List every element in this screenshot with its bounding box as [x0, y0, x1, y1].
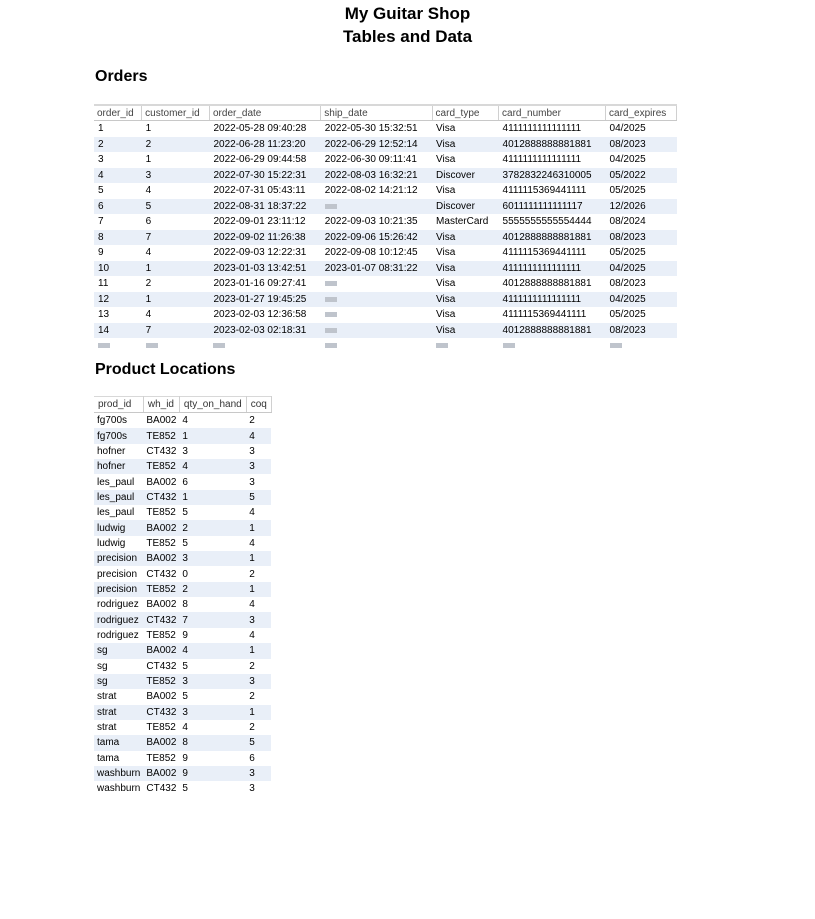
- table-cell: BA002: [146, 476, 177, 488]
- table-cell: ludwig: [97, 537, 126, 549]
- table-row: [94, 689, 271, 704]
- null-cell: [321, 199, 432, 215]
- null-marker: [98, 343, 110, 348]
- table-row: [94, 137, 677, 153]
- table-cell: les_paul: [97, 507, 135, 519]
- column-header-ship-date: ship_date: [321, 105, 432, 121]
- product-locations-header-row: [94, 397, 271, 413]
- table-cell: 5: [142, 199, 210, 215]
- table-cell: precision: [94, 582, 143, 597]
- table-cell: les_paul: [97, 476, 135, 488]
- table-cell: 1: [246, 520, 271, 535]
- table-row: [94, 245, 677, 261]
- orders-body: [94, 121, 677, 339]
- table-row: [94, 735, 271, 750]
- table-cell: 3: [179, 674, 246, 689]
- null-marker: [325, 204, 337, 209]
- table-cell: 5555555555554444: [502, 216, 592, 228]
- table-cell: 05/2025: [609, 309, 646, 321]
- table-cell: 04/2025: [606, 261, 677, 277]
- table-row: [94, 276, 677, 292]
- table-cell: BA002: [143, 551, 179, 566]
- table-cell: 4111111111111111: [499, 292, 606, 308]
- table-cell: 2022-07-30 15:22:31: [209, 168, 320, 184]
- table-cell: 2023-01-27 19:45:25: [209, 292, 320, 308]
- table-cell: 1: [98, 123, 104, 135]
- table-cell: 3: [249, 445, 255, 457]
- table-cell: 3: [246, 612, 271, 627]
- table-cell: 1: [246, 705, 271, 720]
- table-cell: 2: [179, 520, 246, 535]
- table-cell: precision: [94, 551, 143, 566]
- table-cell: 8: [94, 230, 142, 246]
- table-cell: rodriguez: [97, 629, 139, 641]
- table-row: [94, 459, 271, 474]
- table-cell: 4: [145, 309, 152, 321]
- table-cell: 4: [94, 168, 142, 184]
- table-row: [94, 323, 677, 339]
- table-cell: 0: [182, 568, 188, 580]
- table-cell: Visa: [432, 137, 498, 153]
- table-cell: washburn: [94, 766, 143, 781]
- table-cell: Visa: [436, 123, 456, 135]
- table-cell: 2022-08-03 16:32:21: [321, 168, 432, 184]
- table-cell: 3: [246, 766, 271, 781]
- table-cell: 1: [142, 261, 210, 277]
- table-cell: 12/2026: [606, 199, 677, 215]
- table-cell: 4012888888881881: [499, 137, 606, 153]
- page-subtitle: Tables and Data: [342, 27, 473, 46]
- table-cell: les_paul: [94, 490, 143, 505]
- new-row-cell: [209, 338, 320, 353]
- table-cell: 3: [246, 459, 271, 474]
- null-marker: [213, 343, 225, 348]
- table-cell: MasterCard: [436, 216, 489, 228]
- table-cell: 3782832246310005: [499, 168, 606, 184]
- null-marker: [503, 343, 515, 348]
- orders-heading: Orders: [95, 68, 148, 85]
- new-row-cell: [94, 338, 142, 353]
- table-cell: 08/2023: [606, 323, 677, 339]
- table-cell: 1: [246, 643, 271, 658]
- table-cell: 2022-09-01 23:11:12: [213, 216, 306, 228]
- table-cell: 1: [246, 582, 271, 597]
- table-cell: BA002: [143, 520, 179, 535]
- table-cell: 10: [94, 261, 142, 277]
- new-row-cell: [142, 338, 210, 353]
- table-cell: Visa: [432, 323, 498, 339]
- table-cell: 3: [179, 705, 246, 720]
- table-cell: tama: [94, 735, 143, 750]
- table-cell: 4: [145, 247, 152, 259]
- table-cell: 5: [246, 735, 271, 750]
- null-marker: [325, 297, 337, 302]
- table-cell: 2022-05-30 15:32:51: [324, 123, 418, 135]
- table-cell: TE852: [143, 428, 179, 443]
- table-row: [94, 781, 271, 796]
- column-header-card-expires: card_expires: [606, 105, 677, 121]
- table-cell: tama: [97, 752, 120, 764]
- table-cell: 2: [142, 137, 210, 153]
- table-cell: TE852: [146, 507, 176, 519]
- table-row: [94, 474, 271, 489]
- table-row: [94, 152, 677, 168]
- table-cell: 9: [182, 629, 188, 641]
- table-row: [94, 413, 271, 429]
- table-cell: 5: [182, 783, 188, 795]
- table-cell: 4: [182, 722, 188, 734]
- table-row: [94, 766, 271, 781]
- table-cell: 1: [179, 490, 246, 505]
- table-cell: Discover: [432, 168, 498, 184]
- table-row: [94, 566, 271, 581]
- table-cell: 4: [179, 643, 246, 658]
- table-cell: BA002: [146, 599, 177, 611]
- table-cell: BA002: [143, 766, 179, 781]
- table-cell: 2: [249, 568, 255, 580]
- table-row: [94, 628, 271, 643]
- table-cell: 6011111111111117: [499, 199, 606, 215]
- table-cell: CT432: [146, 783, 177, 795]
- table-row: [94, 121, 677, 137]
- null-cell: [321, 307, 432, 323]
- table-cell: 5: [182, 507, 188, 519]
- table-cell: fg700s: [94, 428, 143, 443]
- table-cell: 1: [145, 154, 152, 166]
- new-row-cell: [432, 338, 498, 353]
- table-cell: 4: [246, 428, 271, 443]
- table-row: [94, 551, 271, 566]
- table-cell: 04/2025: [606, 292, 677, 308]
- orders-footer-row: [94, 338, 677, 353]
- table-cell: BA002: [143, 735, 179, 750]
- table-cell: 4111111111111111: [502, 123, 582, 135]
- table-cell: 1: [142, 292, 210, 308]
- table-cell: CT432: [146, 568, 177, 580]
- orders-table: [94, 104, 677, 353]
- table-cell: 2022-05-28 09:40:28: [213, 123, 307, 135]
- table-cell: TE852: [146, 752, 176, 764]
- table-cell: 2022-09-06 15:26:42: [321, 230, 432, 246]
- null-marker: [436, 343, 448, 348]
- null-cell: [321, 276, 432, 292]
- table-row: [94, 428, 271, 443]
- product-locations-body: [94, 413, 271, 797]
- table-cell: Visa: [432, 230, 498, 246]
- table-cell: Visa: [436, 278, 456, 290]
- table-cell: 5: [182, 660, 188, 672]
- table-cell: 2022-06-28 11:23:20: [209, 137, 320, 153]
- table-cell: fg700s: [97, 415, 128, 427]
- table-cell: 2022-07-31 05:43:11: [213, 185, 306, 197]
- table-cell: 4012888888881881: [499, 323, 606, 339]
- table-cell: 1: [145, 123, 152, 135]
- table-cell: 2022-06-29 12:52:14: [321, 137, 432, 153]
- table-cell: 08/2024: [609, 216, 646, 228]
- new-row-cell: [321, 338, 432, 353]
- table-row: [94, 230, 677, 246]
- table-cell: 6: [145, 216, 152, 228]
- table-cell: 08/2023: [606, 137, 677, 153]
- table-row: [94, 292, 677, 308]
- null-cell: [321, 323, 432, 339]
- table-cell: 4111111111111111: [502, 154, 582, 166]
- table-row: [94, 751, 271, 766]
- table-cell: 08/2023: [609, 278, 646, 290]
- table-cell: 2023-02-03 02:18:31: [209, 323, 320, 339]
- table-cell: 4111111111111111: [499, 261, 606, 277]
- table-row: [94, 520, 271, 535]
- table-cell: sg: [97, 660, 108, 672]
- table-row: [94, 490, 271, 505]
- table-cell: Visa: [436, 247, 456, 259]
- table-cell: 2: [179, 582, 246, 597]
- table-cell: 05/2022: [606, 168, 677, 184]
- table-row: [94, 612, 271, 627]
- table-cell: 4: [145, 185, 152, 197]
- table-cell: 04/2025: [609, 123, 646, 135]
- product-locations-table: [94, 396, 272, 797]
- table-row: [94, 168, 677, 184]
- table-cell: 08/2023: [606, 230, 677, 246]
- table-cell: TE852: [143, 674, 179, 689]
- table-cell: 1: [179, 428, 246, 443]
- null-marker: [325, 343, 337, 348]
- table-row: [94, 536, 271, 551]
- table-cell: 9: [179, 766, 246, 781]
- table-cell: CT432: [143, 490, 179, 505]
- column-header-qty-on-hand: qty_on_hand: [179, 397, 246, 413]
- table-cell: 5: [98, 185, 104, 197]
- table-cell: 6: [94, 199, 142, 215]
- table-cell: 3: [142, 168, 210, 184]
- table-cell: 2023-01-07 08:31:22: [321, 261, 432, 277]
- table-cell: 9: [182, 752, 188, 764]
- table-cell: Discover: [432, 199, 498, 215]
- table-cell: 2023-01-16 09:27:41: [213, 278, 307, 290]
- table-cell: TE852: [146, 537, 176, 549]
- table-cell: 2023-01-03 13:42:51: [209, 261, 320, 277]
- table-cell: TE852: [146, 722, 176, 734]
- table-cell: Visa: [432, 261, 498, 277]
- column-header-wh-id: wh_id: [143, 397, 179, 413]
- table-cell: 3: [249, 783, 255, 795]
- table-cell: 2: [249, 415, 255, 427]
- table-cell: 4: [249, 507, 255, 519]
- table-cell: strat: [97, 722, 117, 734]
- table-cell: rodriguez: [97, 599, 139, 611]
- table-cell: 5: [182, 537, 188, 549]
- table-cell: CT432: [143, 705, 179, 720]
- table-cell: 1: [246, 551, 271, 566]
- table-cell: 05/2025: [609, 247, 646, 259]
- null-cell: [321, 292, 432, 308]
- table-row: [94, 505, 271, 520]
- table-cell: 4111115369441111: [502, 247, 587, 259]
- table-cell: 3: [98, 154, 104, 166]
- table-cell: 2022-09-03 12:22:31: [213, 247, 307, 259]
- new-row-cell: [499, 338, 606, 353]
- column-header-prod-id: prod_id: [94, 397, 143, 413]
- table-cell: 12: [94, 292, 142, 308]
- table-cell: 4: [179, 459, 246, 474]
- table-cell: 05/2025: [609, 185, 646, 197]
- table-row: [94, 597, 271, 612]
- table-cell: Visa: [436, 185, 456, 197]
- table-row: [94, 674, 271, 689]
- table-cell: rodriguez: [94, 612, 143, 627]
- table-cell: 3: [249, 476, 255, 488]
- table-cell: 7: [179, 612, 246, 627]
- null-marker: [325, 312, 337, 317]
- table-cell: 3: [182, 445, 188, 457]
- table-cell: 4: [249, 599, 255, 611]
- table-row: [94, 705, 271, 720]
- table-cell: CT432: [143, 612, 179, 627]
- column-header-coq: coq: [246, 397, 271, 413]
- table-row: [94, 643, 271, 658]
- table-row: [94, 214, 677, 230]
- table-cell: 5: [246, 490, 271, 505]
- table-cell: 6: [182, 476, 188, 488]
- table-cell: 6: [249, 752, 255, 764]
- table-row: [94, 444, 271, 459]
- table-cell: TE852: [146, 629, 176, 641]
- table-cell: 2022-08-31 18:37:22: [209, 199, 320, 215]
- table-row: [94, 183, 677, 199]
- orders-header-row: [94, 105, 677, 121]
- table-cell: BA002: [146, 415, 177, 427]
- table-cell: 2: [145, 278, 152, 290]
- new-row-cell: [606, 338, 677, 353]
- table-cell: 2: [249, 691, 255, 703]
- table-row: [94, 582, 271, 597]
- table-cell: Visa: [436, 309, 456, 321]
- table-cell: 2022-06-29 09:44:58: [213, 154, 307, 166]
- table-cell: sg: [94, 643, 143, 658]
- table-cell: 2: [94, 137, 142, 153]
- column-header-order-id: order_id: [94, 105, 142, 121]
- table-cell: precision: [97, 568, 138, 580]
- product-locations-heading: Product Locations: [95, 361, 236, 378]
- table-cell: 2022-09-02 11:26:38: [209, 230, 320, 246]
- column-header-card-type: card_type: [432, 105, 498, 121]
- column-header-order-date: order_date: [209, 105, 320, 121]
- table-cell: Visa: [432, 292, 498, 308]
- table-cell: 4: [249, 629, 255, 641]
- table-cell: BA002: [143, 643, 179, 658]
- table-cell: 04/2025: [609, 154, 646, 166]
- table-cell: 2: [249, 722, 255, 734]
- table-cell: 4: [249, 537, 255, 549]
- table-cell: 8: [179, 735, 246, 750]
- table-cell: hofner: [94, 459, 143, 474]
- table-cell: 2022-06-30 09:11:41: [324, 154, 417, 166]
- table-cell: 5: [182, 691, 188, 703]
- table-cell: washburn: [97, 783, 141, 795]
- table-cell: 4012888888881881: [502, 278, 592, 290]
- table-cell: TE852: [143, 582, 179, 597]
- table-row: [94, 659, 271, 674]
- null-marker: [325, 281, 337, 286]
- table-cell: 3: [179, 551, 246, 566]
- table-row: [94, 199, 677, 215]
- null-marker: [146, 343, 158, 348]
- table-cell: 2022-08-02 14:21:12: [324, 185, 418, 197]
- null-marker: [325, 328, 337, 333]
- column-header-customer-id: customer_id: [142, 105, 210, 121]
- table-row: [94, 720, 271, 735]
- table-row: [94, 261, 677, 277]
- table-cell: 2022-09-08 10:12:45: [324, 247, 418, 259]
- table-cell: 14: [94, 323, 142, 339]
- column-header-card-number: card_number: [499, 105, 606, 121]
- table-cell: 7: [142, 230, 210, 246]
- table-cell: hofner: [97, 445, 126, 457]
- table-cell: 2: [249, 660, 255, 672]
- table-cell: 9: [98, 247, 104, 259]
- table-cell: 7: [142, 323, 210, 339]
- table-cell: TE852: [143, 459, 179, 474]
- table-cell: 2022-09-03 10:21:35: [324, 216, 418, 228]
- table-cell: 4111115369441111: [502, 185, 587, 197]
- table-cell: 4012888888881881: [499, 230, 606, 246]
- table-cell: sg: [94, 674, 143, 689]
- table-cell: Visa: [436, 154, 456, 166]
- table-cell: 13: [98, 309, 110, 321]
- table-cell: 8: [182, 599, 188, 611]
- table-cell: 3: [246, 674, 271, 689]
- page-title: My Guitar Shop: [344, 4, 471, 23]
- table-cell: CT432: [146, 445, 177, 457]
- table-cell: ludwig: [94, 520, 143, 535]
- table-row: [94, 307, 677, 323]
- table-cell: strat: [97, 691, 117, 703]
- table-cell: CT432: [146, 660, 177, 672]
- table-cell: 4111115369441111: [502, 309, 587, 321]
- table-cell: BA002: [146, 691, 177, 703]
- table-cell: strat: [94, 705, 143, 720]
- null-marker: [610, 343, 622, 348]
- table-cell: 4: [182, 415, 188, 427]
- table-cell: 11: [98, 278, 109, 290]
- table-cell: 2023-02-03 12:36:58: [213, 309, 307, 321]
- table-cell: 7: [98, 216, 104, 228]
